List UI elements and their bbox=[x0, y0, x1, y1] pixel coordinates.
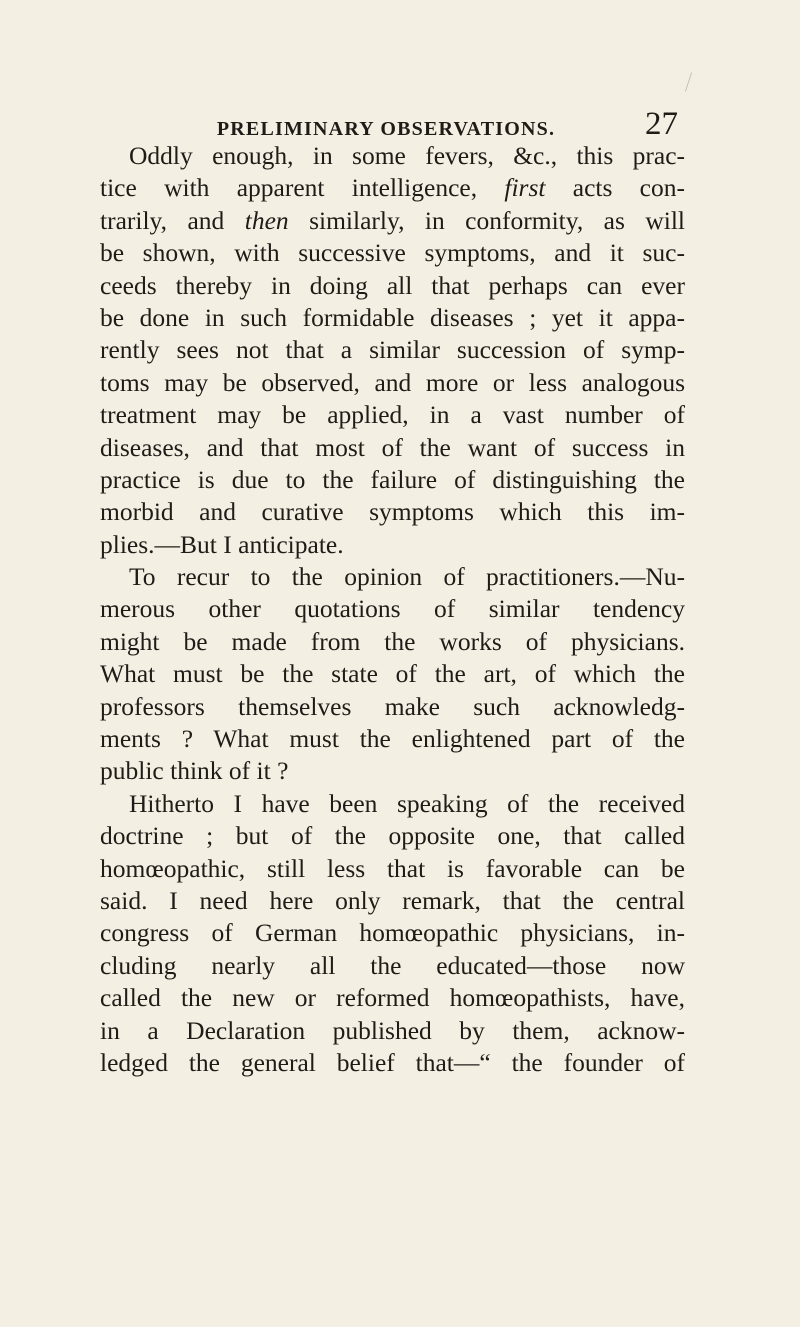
text-line bbox=[100, 593, 685, 625]
text-line bbox=[100, 658, 685, 690]
text-line bbox=[100, 464, 685, 496]
text-run: merous other quotations of similar tendency bbox=[100, 594, 685, 624]
text-line bbox=[100, 755, 685, 787]
text-line bbox=[100, 691, 685, 723]
text-line bbox=[100, 820, 685, 852]
italic-word: then bbox=[244, 205, 289, 235]
text-run: Hitherto I have been speaking of the received bbox=[129, 788, 685, 818]
text-run: acts con- bbox=[545, 173, 685, 203]
text-line bbox=[100, 205, 685, 237]
page-number: 27 bbox=[645, 106, 678, 142]
text-run: practice is due to the failure of distinguishing the bbox=[100, 464, 685, 494]
text-line bbox=[100, 140, 685, 172]
text-line bbox=[100, 367, 685, 399]
text-line bbox=[100, 723, 685, 755]
text-line bbox=[100, 917, 685, 949]
text-run: be done in such formidable diseases ; yet it appa- bbox=[100, 302, 685, 332]
text-run: treatment may be applied, in a vast number of bbox=[100, 400, 685, 430]
text-run: professors themselves make such acknowledg- bbox=[100, 691, 685, 721]
text-line bbox=[100, 270, 685, 302]
running-title: PRELIMINARY OBSERVATIONS. bbox=[216, 118, 556, 140]
text-line bbox=[100, 302, 685, 334]
text-line bbox=[100, 1047, 685, 1079]
text-line bbox=[100, 982, 685, 1014]
text-line bbox=[100, 853, 685, 885]
italic-word: first bbox=[504, 173, 546, 203]
text-line bbox=[100, 399, 685, 431]
text-run: said. I need here only remark, that the central bbox=[100, 885, 685, 915]
text-run: be shown, with successive symptoms, and it suc- bbox=[100, 238, 685, 268]
text-line bbox=[100, 561, 685, 593]
text-run: morbid and curative symptoms which this im- bbox=[100, 497, 685, 527]
text-run: similarly, in conformity, as will bbox=[288, 205, 685, 235]
text-run: What must be the state of the art, of which the bbox=[100, 659, 685, 689]
text-run: might be made from the works of physicians. bbox=[100, 626, 685, 656]
text-run: rently sees not that a similar succession of symp- bbox=[100, 335, 685, 365]
text-line bbox=[100, 334, 685, 366]
text-run: plies.—But I anticipate. bbox=[100, 529, 344, 559]
text-run: Oddly enough, in some fevers, &c., this prac- bbox=[129, 141, 685, 170]
text-run: congress of German homœopathic physicians, in- bbox=[100, 918, 685, 948]
text-line bbox=[100, 529, 685, 561]
body-text bbox=[100, 140, 685, 1079]
text-run: in a Declaration published by them, acknow- bbox=[100, 1015, 685, 1045]
text-run: toms may be observed, and more or less analogous bbox=[100, 367, 685, 397]
text-line bbox=[100, 237, 685, 269]
text-run: doctrine ; but of the opposite one, that called bbox=[100, 821, 685, 851]
text-run: cluding nearly all the educated—those now bbox=[100, 950, 685, 980]
text-line bbox=[100, 788, 685, 820]
text-line bbox=[100, 1015, 685, 1047]
text-line bbox=[100, 432, 685, 464]
stray-pencil-mark bbox=[685, 72, 692, 91]
text-run: ceeds thereby in doing all that perhaps can ever bbox=[100, 270, 685, 300]
text-line bbox=[100, 626, 685, 658]
text-run: called the new or reformed homœopathists, have, bbox=[100, 983, 685, 1013]
text-line bbox=[100, 885, 685, 917]
text-line bbox=[100, 496, 685, 528]
text-line bbox=[100, 950, 685, 982]
text-run: To recur to the opinion of practitioners.—Nu- bbox=[129, 562, 685, 592]
text-line bbox=[100, 172, 685, 204]
text-run: homœopathic, still less that is favorable can be bbox=[100, 853, 685, 883]
text-run: trarily, and bbox=[100, 205, 245, 235]
text-run: ments ? What must the enlightened part of the bbox=[100, 724, 685, 754]
text-run: diseases, and that most of the want of success in bbox=[100, 432, 685, 462]
text-run: tice with apparent intelligence, bbox=[100, 173, 505, 203]
text-run: ledged the general belief that—“ the founder of bbox=[100, 1047, 685, 1077]
text-run: public think of it ? bbox=[100, 756, 289, 786]
